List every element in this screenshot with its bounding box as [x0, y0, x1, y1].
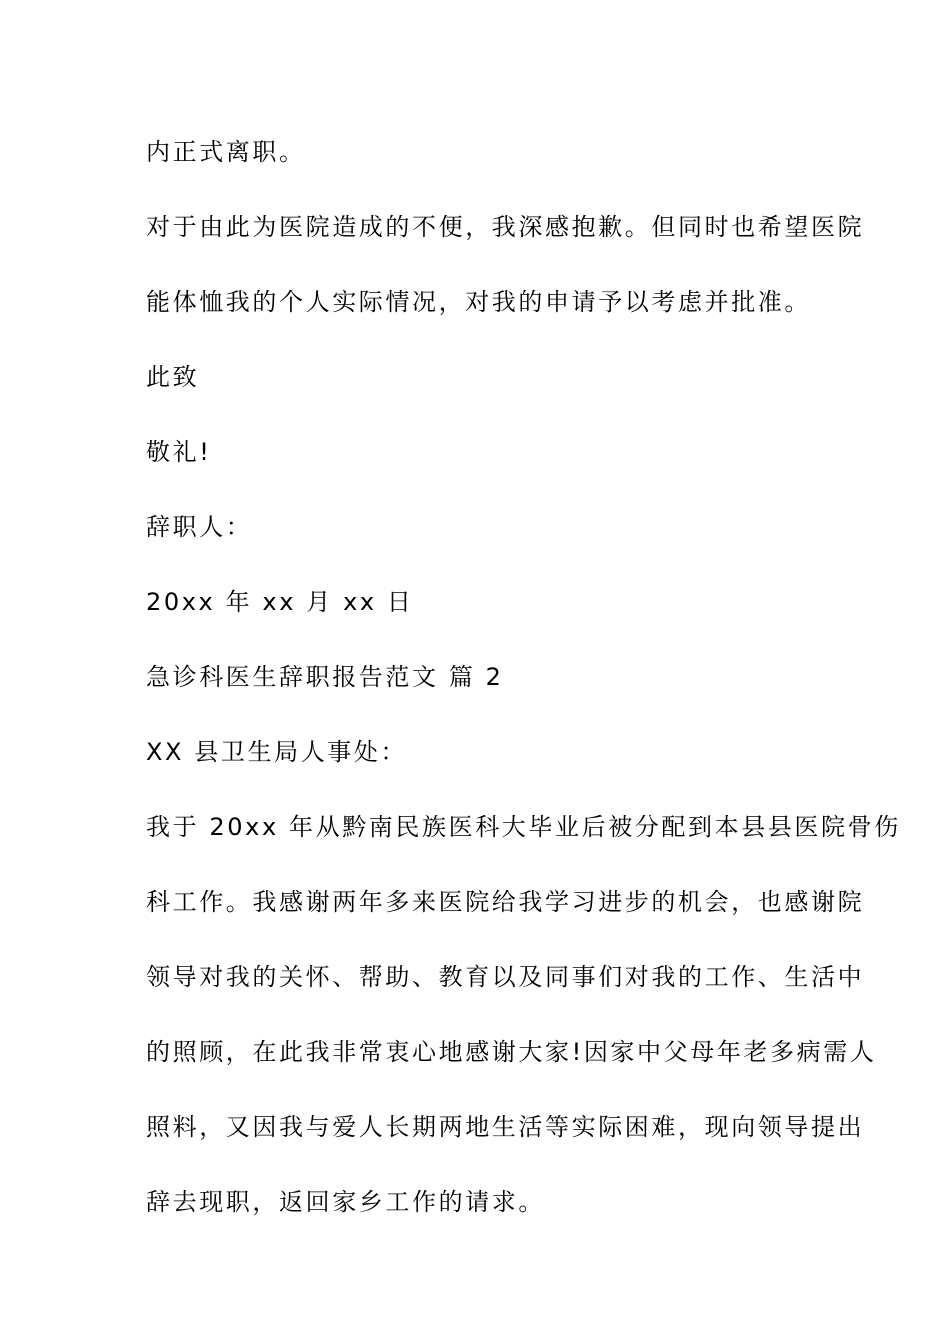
text-line-body: 领导对我的关怀、帮助、教育以及同事们对我的工作、生活中 [146, 963, 865, 991]
text-line-request-approval: 能体恤我的个人实际情况，对我的申请予以考虑并批准。 [146, 288, 811, 316]
section-heading: 急诊科医生辞职报告范文 篇 2 [146, 663, 504, 691]
text-line-body: 我于 20xx 年从黔南民族医科大毕业后被分配到本县县医院骨伤 [146, 813, 901, 841]
text-line-body: 照料，又因我与爱人长期两地生活等实际困难，现向领导提出 [146, 1113, 865, 1141]
text-line-body: 的照顾，在此我非常衷心地感谢大家!因家中父母年老多病需人 [146, 1038, 877, 1066]
text-line-body: 辞去现职，返回家乡工作的请求。 [146, 1188, 545, 1216]
text-line-closing-sentence: 内正式离职。 [146, 138, 306, 166]
text-line-salutation: 此致 [146, 363, 200, 391]
text-line-apology: 对于由此为医院造成的不便，我深感抱歉。但同时也希望医院 [146, 213, 865, 241]
text-line-regards: 敬礼! [146, 438, 212, 466]
text-line-date: 20xx 年 xx 月 xx 日 [146, 588, 414, 616]
text-line-body: 科工作。我感谢两年多来医院给我学习进步的机会，也感谢院 [146, 888, 865, 916]
text-line-signatory: 辞职人： [146, 513, 253, 541]
text-line-addressee: XX 县卫生局人事处： [146, 738, 408, 766]
